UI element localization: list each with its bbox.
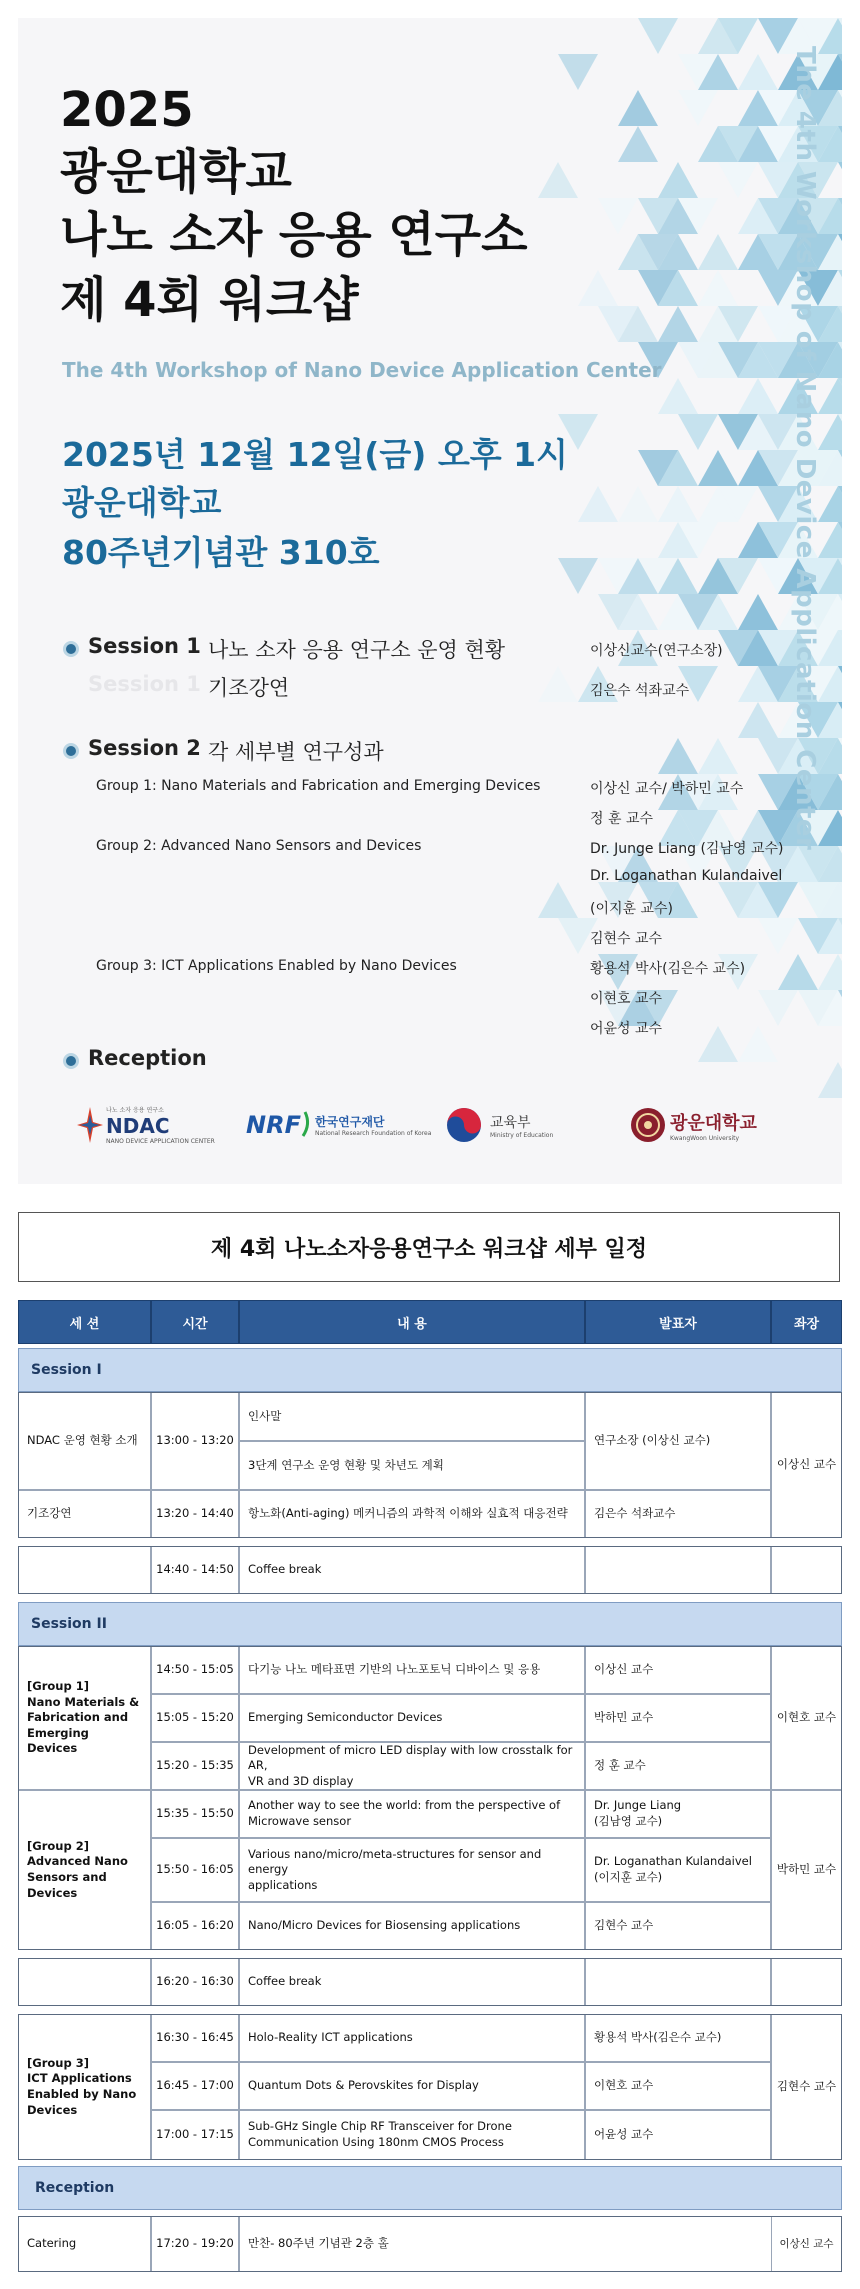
- background-triangle: [758, 918, 798, 954]
- header-chair: 좌장: [771, 1300, 842, 1344]
- background-triangle: [578, 486, 618, 522]
- reception-bar: Reception: [18, 2166, 842, 2210]
- empty-cell: [771, 1546, 842, 1594]
- time-cell: 14:50 - 15:05: [151, 1646, 239, 1694]
- ndac-logo-text: NDAC: [106, 1114, 170, 1138]
- topic-keynote: 항노화(Anti-aging) 메커니즘의 과학적 이해와 실효적 대응전략: [239, 1490, 585, 1538]
- background-triangle: [818, 378, 842, 414]
- time-cell: 17:20 - 19:20: [151, 2216, 239, 2272]
- background-triangle: [698, 270, 738, 306]
- nrf-swoosh-icon: [301, 1110, 313, 1140]
- header-session: 세 션: [18, 1300, 151, 1344]
- poster-session1-speaker: 이상신교수(연구소장): [590, 643, 723, 659]
- ndac-logo: [76, 1103, 215, 1147]
- header-presenter: 발표자: [585, 1300, 771, 1344]
- time-cell: 16:20 - 16:30: [151, 1958, 239, 2006]
- topic-cell: Another way to see the world: from the perspective of Microwave sensor: [239, 1790, 585, 1838]
- poster-reception-label: Reception: [88, 1046, 207, 1070]
- workshop-poster: [18, 18, 842, 1184]
- topic-dinner: 만찬- 80주년 기념관 2층 홀: [239, 2216, 773, 2272]
- poster-keynote-speaker: 김은수 석좌교수: [590, 683, 690, 699]
- chair-group1: 이현호 교수: [771, 1646, 842, 1790]
- background-triangle: [538, 666, 578, 702]
- topic-coffee-break: Coffee break: [239, 1546, 585, 1594]
- poster-group2-speaker: Dr. Junge Liang (김남영 교수): [590, 841, 784, 857]
- poster-group3-speaker: 어윤성 교수: [590, 1021, 663, 1037]
- ndac-star-icon: [76, 1105, 104, 1145]
- poster-keynote-title: 기조강연: [208, 676, 290, 700]
- background-triangle: [678, 414, 718, 450]
- session-2-bar: Session II: [18, 1602, 842, 1646]
- time-cell: 15:05 - 15:20: [151, 1694, 239, 1742]
- background-triangle: [658, 486, 698, 522]
- header-time: 시간: [151, 1300, 239, 1344]
- keynote-session: 기조강연: [18, 1490, 151, 1538]
- topic-cell: Sub-GHz Single Chip RF Transceiver for Drone Communication Using 180nm CMOS Process: [239, 2110, 585, 2160]
- background-triangle: [618, 486, 658, 522]
- kw-logo-text: 광운대학교: [670, 1112, 757, 1134]
- moe-logo: [446, 1103, 553, 1147]
- topic-greeting: 인사말: [239, 1392, 585, 1441]
- poster-group1-speaker: 정 훈 교수: [590, 811, 653, 827]
- background-triangle: [658, 738, 698, 774]
- time-cell: 16:30 - 16:45: [151, 2014, 239, 2062]
- poster-date: 2025년 12월 12일(금) 오후 1시: [62, 435, 568, 474]
- speaker-cell: Dr. Loganathan Kulandaivel (이지훈 교수): [585, 1838, 771, 1902]
- time-cell: 14:40 - 14:50: [151, 1546, 239, 1594]
- poster-group2-speaker: Dr. Loganathan Kulandaivel: [590, 868, 783, 884]
- background-triangle: [558, 54, 598, 90]
- poster-session1-ghost-label: Session 1: [88, 672, 201, 696]
- poster-venue-room: 80주년기념관 310호: [62, 533, 380, 572]
- nrf-korean-name: 한국연구재단: [314, 1115, 385, 1129]
- group1-name: [Group 1] Nano Materials & Fabrication and Emerging Devices: [18, 1646, 151, 1790]
- background-triangle: [758, 990, 798, 1026]
- poster-title-institute: 나노 소자 응용 연구소: [60, 207, 528, 263]
- background-triangle: [678, 90, 718, 126]
- background-triangle: [658, 162, 698, 198]
- background-triangle: [838, 162, 842, 198]
- background-triangle: [818, 486, 842, 522]
- background-triangle: [738, 54, 778, 90]
- empty-cell: [18, 1958, 151, 2006]
- background-triangle: [638, 18, 678, 54]
- time-cell: 15:20 - 15:35: [151, 1742, 239, 1790]
- speaker-cell: 김현수 교수: [585, 1902, 771, 1950]
- background-triangle: [778, 954, 818, 990]
- background-triangle: [818, 522, 842, 558]
- ndac-logo-sub: NANO DEVICE APPLICATION CENTER: [106, 1138, 215, 1145]
- empty-cell: [771, 1958, 842, 2006]
- time-cell: 16:05 - 16:20: [151, 1902, 239, 1950]
- poster-venue-university: 광운대학교: [62, 483, 222, 522]
- poster-title-year: 2025: [60, 82, 194, 138]
- background-triangle: [818, 1062, 842, 1098]
- background-triangle: [738, 702, 778, 738]
- background-triangle: [818, 414, 842, 450]
- chair-group3: 김현수 교수: [771, 2014, 842, 2160]
- bullet-icon: [63, 641, 79, 657]
- background-triangle: [618, 126, 658, 162]
- poster-title-workshop: 제 4회 워크샵: [60, 272, 359, 328]
- bullet-icon: [63, 743, 79, 759]
- background-triangle: [658, 378, 698, 414]
- time-cell: 13:00 - 13:20: [151, 1392, 239, 1490]
- poster-group3-speaker: 황용석 박사(김은수 교수): [590, 961, 746, 977]
- kw-emblem-icon: [630, 1107, 666, 1143]
- topic-cell: 다기능 나노 메타표면 기반의 나노포토닉 디바이스 및 응용: [239, 1646, 585, 1694]
- background-triangle: [698, 450, 738, 486]
- background-triangle: [578, 270, 618, 306]
- topic-cell: Development of micro LED display with low crosstalk for AR, VR and 3D display: [239, 1742, 585, 1790]
- moe-sub: Ministry of Education: [490, 1131, 554, 1139]
- kw-logo-sub: KwangWoon University: [670, 1134, 740, 1142]
- taegeuk-icon: [446, 1107, 482, 1143]
- empty-cell: [18, 1546, 151, 1594]
- poster-group3: Group 3: ICT Applications Enabled by Nano Devices: [96, 958, 457, 974]
- background-triangle: [598, 198, 638, 234]
- background-triangle: [698, 1026, 738, 1062]
- poster-session2-title: 각 세부별 연구성과: [208, 740, 384, 764]
- ndac-small-label: 나노 소자 응용 연구소: [106, 1107, 164, 1114]
- poster-group2: Group 2: Advanced Nano Sensors and Devices: [96, 838, 422, 854]
- moe-text: 교육부: [490, 1114, 531, 1131]
- speaker-director: 연구소장 (이상신 교수): [585, 1392, 771, 1490]
- kw-university-logo: [630, 1103, 757, 1147]
- poster-group3-speaker: 이현호 교수: [590, 991, 663, 1007]
- background-triangle: [698, 738, 738, 774]
- chair-session1: 이상신 교수: [771, 1392, 842, 1538]
- background-triangle: [818, 954, 842, 990]
- chair-reception: 이상신 교수: [771, 2216, 842, 2272]
- nrf-logo-text: NRF: [246, 1111, 301, 1139]
- speaker-cell: 정 훈 교수: [585, 1742, 771, 1790]
- topic-plan: 3단계 연구소 운영 현황 및 차년도 계획: [239, 1441, 585, 1490]
- nrf-sub: National Research Foundation of Korea: [314, 1130, 432, 1137]
- poster-group2-speaker: (이지훈 교수): [590, 901, 673, 917]
- poster-subtitle: The 4th Workshop of Nano Device Application Center: [62, 358, 662, 382]
- background-triangle: [718, 162, 758, 198]
- time-cell: 15:35 - 15:50: [151, 1790, 239, 1838]
- empty-cell: [585, 1546, 771, 1594]
- topic-cell: Emerging Semiconductor Devices: [239, 1694, 585, 1742]
- speaker-cell: 이상신 교수: [585, 1646, 771, 1694]
- group2-name: [Group 2] Advanced Nano Sensors and Devices: [18, 1790, 151, 1950]
- chair-group2: 박하민 교수: [771, 1790, 842, 1950]
- speaker-keynote: 김은수 석좌교수: [585, 1490, 771, 1538]
- background-triangle: [558, 558, 598, 594]
- nrf-logo: [246, 1103, 431, 1147]
- poster-group2-speaker: 김현수 교수: [590, 931, 663, 947]
- poster-session2-label: Session 2: [88, 736, 201, 760]
- background-triangle: [538, 882, 578, 918]
- speaker-cell: Dr. Junge Liang (김남영 교수): [585, 1790, 771, 1838]
- empty-cell: [585, 1958, 771, 2006]
- speaker-cell: 이현호 교수: [585, 2062, 771, 2110]
- topic-cell: Holo-Reality ICT applications: [239, 2014, 585, 2062]
- topic-cell: Nano/Micro Devices for Biosensing applications: [239, 1902, 585, 1950]
- header-content: 내 용: [239, 1300, 585, 1344]
- time-cell: 13:20 - 14:40: [151, 1490, 239, 1538]
- ndac-status-session: NDAC 운영 현황 소개: [18, 1392, 151, 1490]
- poster-title-university: 광운대학교: [60, 144, 292, 200]
- background-triangle: [658, 306, 698, 342]
- poster-group1: Group 1: Nano Materials and Fabrication and Emerging Devices: [96, 778, 541, 794]
- background-triangle: [738, 594, 778, 630]
- background-triangle: [738, 1026, 778, 1062]
- schedule-title: 제 4회 나노소자응용연구소 워크샵 세부 일정: [18, 1212, 840, 1282]
- vertical-workshop-title: The 4th Workshop of Nano Device Application Center: [790, 46, 820, 851]
- poster-group1-speaker: 이상신 교수/ 박하민 교수: [590, 781, 744, 797]
- speaker-cell: 박하민 교수: [585, 1694, 771, 1742]
- topic-coffee-break: Coffee break: [239, 1958, 585, 2006]
- time-cell: 17:00 - 17:15: [151, 2110, 239, 2160]
- group3-name: [Group 3] ICT Applications Enabled by Nano Devices: [18, 2014, 151, 2160]
- time-cell: 16:45 - 17:00: [151, 2062, 239, 2110]
- background-triangle: [698, 234, 738, 270]
- bullet-icon: [63, 1053, 79, 1069]
- speaker-cell: 황용석 박사(김은수 교수): [585, 2014, 771, 2062]
- background-triangle: [538, 162, 578, 198]
- topic-cell: Quantum Dots & Perovskites for Display: [239, 2062, 585, 2110]
- topic-cell: Various nano/micro/meta-structures for sensor and energy applications: [239, 1838, 585, 1902]
- session-1-bar: Session I: [18, 1348, 842, 1392]
- poster-session1-title: 나노 소자 응용 연구소 운영 현황: [208, 638, 506, 662]
- poster-session1-label: Session 1: [88, 634, 201, 658]
- speaker-cell: 어윤성 교수: [585, 2110, 771, 2160]
- background-triangle: [738, 378, 778, 414]
- catering-session: Catering: [18, 2216, 151, 2272]
- time-cell: 15:50 - 16:05: [151, 1838, 239, 1902]
- background-triangle: [618, 90, 658, 126]
